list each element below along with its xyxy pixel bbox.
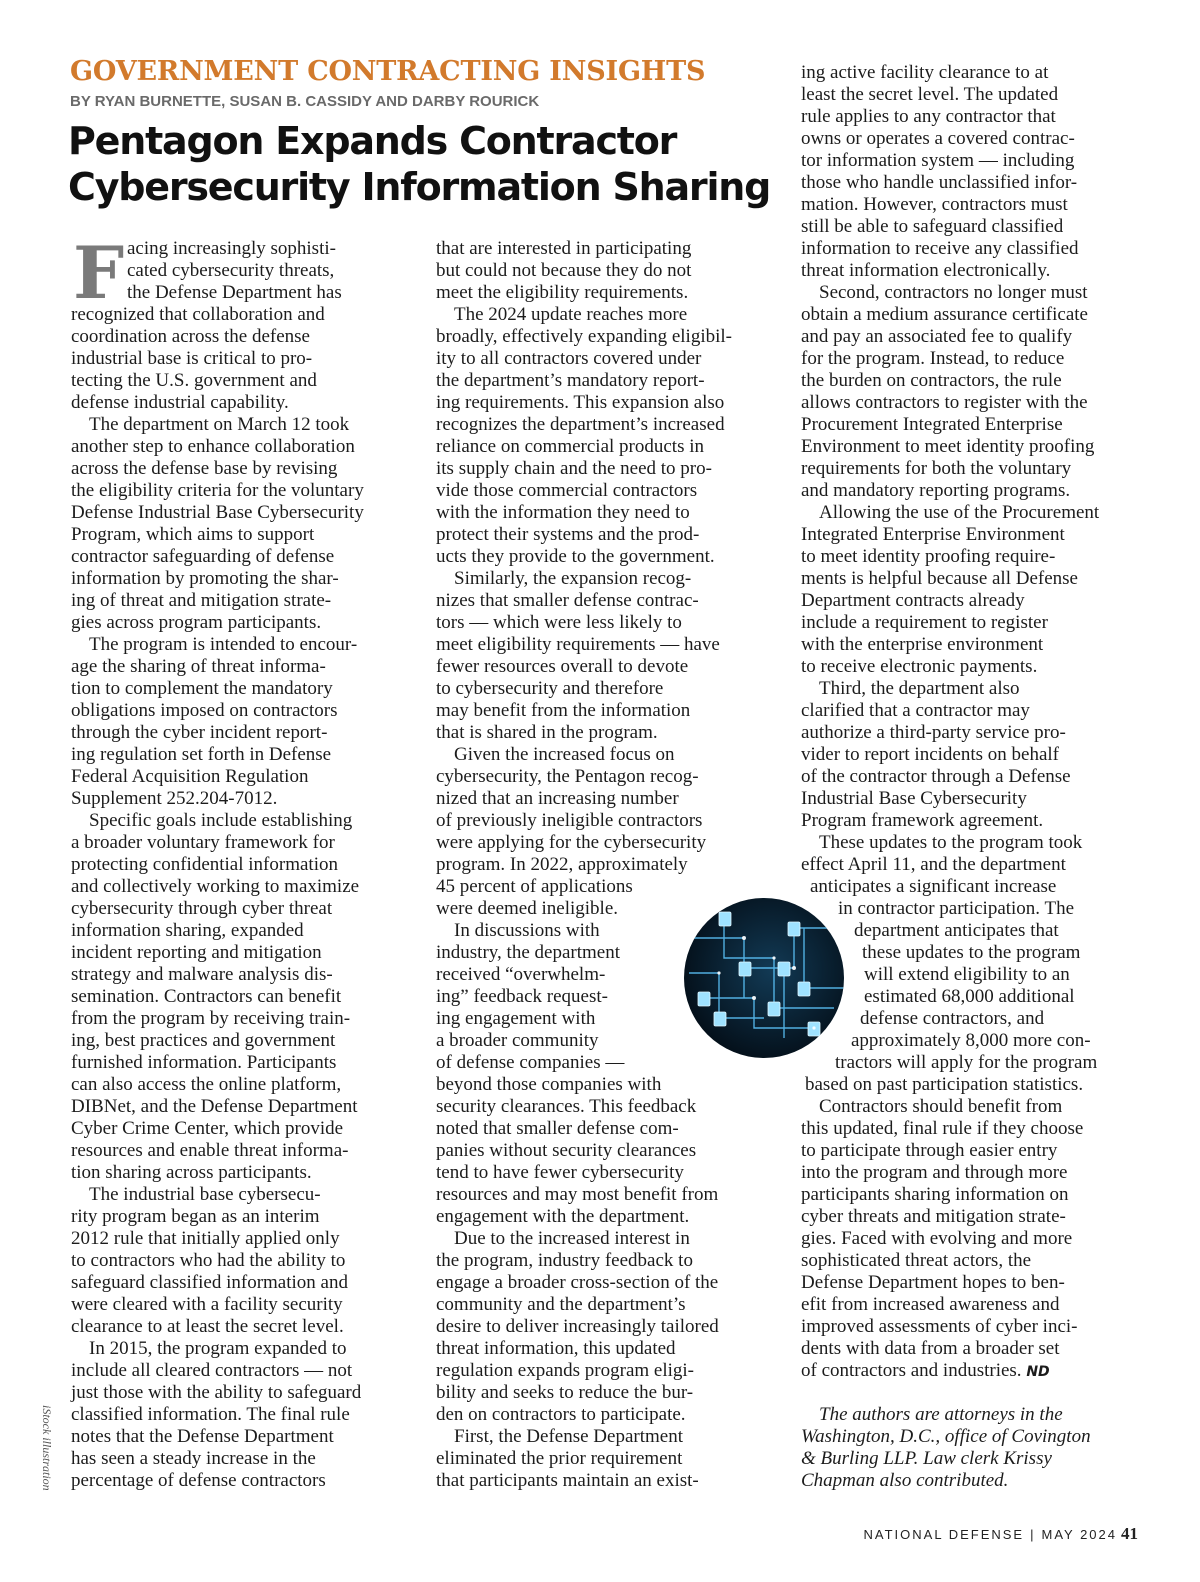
text-line: participants sharing information on — [801, 1184, 1069, 1205]
text-line: Similarly, the expansion recog- — [454, 568, 692, 589]
text-line: of defense companies — — [436, 1052, 625, 1073]
authors-note-line: The authors are attorneys in the — [819, 1404, 1063, 1425]
text-line: contractor safeguarding of defense — [71, 546, 335, 567]
text-line: include all cleared contractors — not — [71, 1360, 353, 1381]
text-line: will extend eligibility to an — [864, 964, 1070, 985]
text-line: ing, best practices and government — [71, 1030, 336, 1051]
text-line: Supplement 252.204-7012. — [71, 788, 278, 809]
text-line: those who handle unclassified infor- — [801, 172, 1078, 193]
text-line: meet eligibility requirements — have — [436, 634, 720, 655]
text-line: noted that smaller defense com- — [436, 1118, 679, 1139]
text-line: Specific goals include establishing — [89, 810, 353, 831]
text-line: based on past participation statistics. — [805, 1074, 1084, 1095]
text-line: recognized that collaboration and — [71, 304, 325, 325]
text-line: safeguard classified information and — [71, 1272, 348, 1293]
text-line: the eligibility criteria for the voluntary — [71, 480, 364, 501]
text-line: ing” feedback request- — [436, 986, 608, 1007]
text-line: received “overwhelm- — [436, 964, 606, 985]
photo-credit-wrap — [40, 1405, 54, 1491]
section-kicker: GOVERNMENT CONTRACTING INSIGHTS — [70, 56, 706, 87]
text-line: Federal Acquisition Regulation — [71, 766, 309, 787]
text-line: age the sharing of threat informa- — [71, 656, 326, 677]
text-line: information to receive any classified — [801, 238, 1079, 259]
text-line: efit from increased awareness and — [801, 1294, 1060, 1315]
text-line: its supply chain and the need to pro- — [436, 458, 712, 479]
text-line: these updates to the program — [862, 942, 1081, 963]
text-line: engage a broader cross-section of the — [436, 1272, 719, 1293]
text-line: Allowing the use of the Procurement — [819, 502, 1100, 523]
text-line: Defense Industrial Base Cybersecurity — [71, 502, 364, 523]
text-line: engagement with the department. — [436, 1206, 690, 1227]
text-line: acing increasingly sophisti- — [127, 238, 336, 259]
text-line: The program is intended to encour- — [89, 634, 358, 655]
text-line: resources and enable threat informa- — [71, 1140, 349, 1161]
text-line: tecting the U.S. government and — [71, 370, 317, 391]
text-line: in contractor participation. The — [838, 898, 1075, 919]
headline-line: Pentagon Expands Contractor — [68, 119, 677, 163]
text-line: a broader community — [436, 1030, 599, 1051]
text-line: that is shared in the program. — [436, 722, 658, 743]
text-line: the Defense Department has — [127, 282, 342, 303]
text-line: Second, contractors no longer must — [819, 282, 1088, 303]
text-line: Program, which aims to support — [71, 524, 315, 545]
text-line: and mandatory reporting programs. — [801, 480, 1071, 501]
text-line: Given the increased focus on — [454, 744, 675, 765]
text-line: a broader voluntary framework for — [71, 832, 335, 853]
text-line: obligations imposed on contractors — [71, 700, 338, 721]
last-text-line — [801, 1360, 1146, 1382]
text-line: may benefit from the information — [436, 700, 691, 721]
text-line: den on contractors to participate. — [436, 1404, 686, 1425]
text-line: program. In 2022, approximately — [436, 854, 688, 875]
text-line: from the program by receiving train- — [71, 1008, 351, 1029]
text-line: These updates to the program took — [819, 832, 1083, 853]
text-line: has seen a steady increase in the — [71, 1448, 316, 1469]
text-line: and pay an associated fee to qualify — [801, 326, 1073, 347]
text-line: to participate through easier entry — [801, 1140, 1058, 1161]
text-line: threat information, this updated — [436, 1338, 676, 1359]
text-line: information by promoting the shar- — [71, 568, 339, 589]
text-line: tors — which were less likely to — [436, 612, 682, 633]
text-line: clarified that a contractor may — [801, 700, 1030, 721]
publication-name: NATIONAL DEFENSE — [863, 1527, 1025, 1542]
text-line: least the secret level. The updated — [801, 84, 1059, 105]
text-line: ing regulation set forth in Defense — [71, 744, 332, 765]
text-line: 45 percent of applications — [436, 876, 633, 897]
text-line: authorize a third-party service pro- — [801, 722, 1066, 743]
text-line: threat information electronically. — [801, 260, 1051, 281]
text-line: still be able to safeguard classified — [801, 216, 1064, 237]
text-line: In 2015, the program expanded to — [89, 1338, 347, 1359]
text-line: the program, industry feedback to — [436, 1250, 693, 1271]
text-line: anticipates a significant increase — [810, 876, 1057, 897]
text-line: were applying for the cybersecurity — [436, 832, 707, 853]
text-line: bility and seeks to reduce the bur- — [436, 1382, 694, 1403]
text-line: tor information system — including — [801, 150, 1075, 171]
text-line: requirements for both the voluntary — [801, 458, 1072, 479]
text-line: through the cyber incident report- — [71, 722, 328, 743]
text-line: desire to deliver increasingly tailored — [436, 1316, 719, 1337]
footer-separator: | — [1030, 1527, 1036, 1542]
end-mark: ND — [1026, 1364, 1050, 1380]
text-line: improved assessments of cyber inci- — [801, 1316, 1078, 1337]
text-line: classified information. The final rule — [71, 1404, 350, 1425]
article-column-1 — [71, 230, 411, 1492]
text-line: strategy and malware analysis dis- — [71, 964, 333, 985]
text-line: Third, the department also — [819, 678, 1020, 699]
text-line: percentage of defense contractors — [71, 1470, 326, 1491]
text-line: into the program and through more — [801, 1162, 1068, 1183]
issue-date: MAY 2024 — [1041, 1527, 1117, 1542]
text-line: First, the Defense Department — [454, 1426, 683, 1447]
text-line: rity program began as an interim — [71, 1206, 320, 1227]
text-line: for the program. Instead, to reduce — [801, 348, 1065, 369]
text-line: recognizes the department’s increased — [436, 414, 725, 435]
text-line: panies without security clearances — [436, 1140, 697, 1161]
text-line: meet the eligibility requirements. — [436, 282, 689, 303]
text-line: Contractors should benefit from — [819, 1096, 1063, 1117]
text-line: that are interested in participating — [436, 238, 692, 259]
text-line: In discussions with — [454, 920, 600, 941]
text-line: across the defense base by revising — [71, 458, 338, 479]
page-footer — [864, 1524, 1138, 1544]
text-line: nizes that smaller defense contrac- — [436, 590, 699, 611]
text-line: 2012 rule that initially applied only — [71, 1228, 340, 1249]
text-line: this updated, final rule if they choose — [801, 1118, 1084, 1139]
text-line: ity to all contractors covered under — [436, 348, 702, 369]
text-line: beyond those companies with — [436, 1074, 662, 1095]
drop-cap: F — [73, 230, 125, 315]
text-line: Due to the increased interest in — [454, 1228, 690, 1249]
text-line: ing of threat and mitigation strate- — [71, 590, 332, 611]
text-line: effect April 11, and the department — [801, 854, 1066, 875]
spacer — [801, 1382, 1146, 1404]
text-line: industry, the department — [436, 942, 620, 963]
headline-line: Cybersecurity Information Sharing — [68, 165, 771, 209]
authors-note-line: & Burling LLP. Law clerk Krissy — [801, 1448, 1052, 1469]
text-line: cyber threats and mitigation strate- — [801, 1206, 1066, 1227]
text-line: and collectively working to maximize — [71, 876, 360, 897]
text-line: to cybersecurity and therefore — [436, 678, 664, 699]
text-line: approximately 8,000 more con- — [851, 1030, 1091, 1051]
text-line: furnished information. Participants — [71, 1052, 337, 1073]
text-line: Environment to meet identity proofing — [801, 436, 1095, 457]
article-column-3 — [801, 62, 1146, 1492]
text-line: The department on March 12 took — [89, 414, 350, 435]
authors-note-line: Washington, D.C., office of Covington — [801, 1426, 1091, 1447]
text-line: protecting confidential information — [71, 854, 338, 875]
text-line: gies across program participants. — [71, 612, 322, 633]
text-line: protect their systems and the prod- — [436, 524, 700, 545]
photo-credit: iStock illustration — [40, 1405, 54, 1491]
text-line: industrial base is critical to pro- — [71, 348, 313, 369]
text-line: cybersecurity, the Pentagon recog- — [436, 766, 699, 787]
text-line: The industrial base cybersecu- — [89, 1184, 321, 1205]
text-line: dents with data from a broader set — [801, 1338, 1060, 1359]
text-line: The 2024 update reaches more — [454, 304, 688, 325]
text-line: eliminated the prior requirement — [436, 1448, 683, 1469]
text-line: gies. Faced with evolving and more — [801, 1228, 1073, 1249]
text-line: defense contractors, and — [860, 1008, 1045, 1029]
text-line: tion sharing across participants. — [71, 1162, 312, 1183]
text-line: coordination across the defense — [71, 326, 310, 347]
text-line: semination. Contractors can benefit — [71, 986, 342, 1007]
text-line: fewer resources overall to devote — [436, 656, 689, 677]
text-line: of previously ineligible contractors — [436, 810, 703, 831]
text-line: but could not because they do not — [436, 260, 692, 281]
text-line: include a requirement to register — [801, 612, 1048, 633]
text-line: Defense Department hopes to ben- — [801, 1272, 1065, 1293]
text-line: reliance on commercial products in — [436, 436, 705, 457]
text-line: Procurement Integrated Enterprise — [801, 414, 1063, 435]
authors-note-line: Chapman also contributed. — [801, 1470, 1009, 1491]
text-line: community and the department’s — [436, 1294, 686, 1315]
text-line: of contractors and industries. — [801, 1360, 1022, 1381]
text-line: ucts they provide to the government. — [436, 546, 715, 567]
text-line: ing requirements. This expansion also — [436, 392, 725, 413]
text-line: ing engagement with — [436, 1008, 596, 1029]
text-line: mation. However, contractors must — [801, 194, 1068, 215]
text-line: rule applies to any contractor that — [801, 106, 1056, 127]
text-line: cybersecurity through cyber threat — [71, 898, 333, 919]
text-line: broadly, effectively expanding eligibil- — [436, 326, 732, 347]
text-line: incident reporting and mitigation — [71, 942, 322, 963]
text-line: security clearances. This feedback — [436, 1096, 697, 1117]
page-number: 41 — [1121, 1524, 1138, 1543]
text-line: with the enterprise environment — [801, 634, 1044, 655]
text-line: department anticipates that — [854, 920, 1059, 941]
text-line: were cleared with a facility security — [71, 1294, 343, 1315]
text-line: Industrial Base Cybersecurity — [801, 788, 1027, 809]
text-line: cated cybersecurity threats, — [127, 260, 335, 281]
text-line: tend to have fewer cybersecurity — [436, 1162, 684, 1183]
text-line: that participants maintain an exist- — [436, 1470, 699, 1491]
text-line: notes that the Defense Department — [71, 1426, 334, 1447]
text-line: Integrated Enterprise Environment — [801, 524, 1065, 545]
text-line: the burden on contractors, the rule — [801, 370, 1062, 391]
text-line: regulation expands program eligi- — [436, 1360, 695, 1381]
text-line: estimated 68,000 additional — [864, 986, 1075, 1007]
text-line: tractors will apply for the program — [835, 1052, 1098, 1073]
text-line: obtain a medium assurance certificate — [801, 304, 1088, 325]
text-line: to contractors who had the ability to — [71, 1250, 346, 1271]
text-line: were deemed ineligible. — [436, 898, 619, 919]
text-line: defense industrial capability. — [71, 392, 289, 413]
text-line: owns or operates a covered contrac- — [801, 128, 1075, 149]
text-line: vider to report incidents on behalf — [801, 744, 1060, 765]
text-line: another step to enhance collaboration — [71, 436, 355, 457]
text-line: information sharing, expanded — [71, 920, 304, 941]
text-line: to meet identity proofing require- — [801, 546, 1056, 567]
text-line: tion to complement the mandatory — [71, 678, 333, 699]
text-line: clearance to at least the secret level. — [71, 1316, 344, 1337]
text-line: vide those commercial contractors — [436, 480, 698, 501]
headline — [68, 118, 788, 210]
text-line: sophisticated threat actors, the — [801, 1250, 1032, 1271]
text-line: of the contractor through a Defense — [801, 766, 1071, 787]
text-line: nized that an increasing number — [436, 788, 679, 809]
text-line: to receive electronic payments. — [801, 656, 1038, 677]
text-line: DIBNet, and the Defense Department — [71, 1096, 358, 1117]
text-line: resources and may most benefit from — [436, 1184, 719, 1205]
text-line: Cyber Crime Center, which provide — [71, 1118, 344, 1139]
text-line: Program framework agreement. — [801, 810, 1044, 831]
text-line: ing active facility clearance to at — [801, 62, 1049, 83]
text-line: with the information they need to — [436, 502, 690, 523]
text-line: ments is helpful because all Defense — [801, 568, 1078, 589]
text-line: Department contracts already — [801, 590, 1025, 611]
byline: BY RYAN BURNETTE, SUSAN B. CASSIDY AND DARBY ROURICK — [70, 93, 540, 110]
text-line: can also access the online platform, — [71, 1074, 342, 1095]
text-line: just those with the ability to safeguard — [71, 1382, 362, 1403]
article-column-2 — [436, 238, 776, 1492]
text-line: the department’s mandatory report- — [436, 370, 705, 391]
text-line: allows contractors to register with the — [801, 392, 1088, 413]
